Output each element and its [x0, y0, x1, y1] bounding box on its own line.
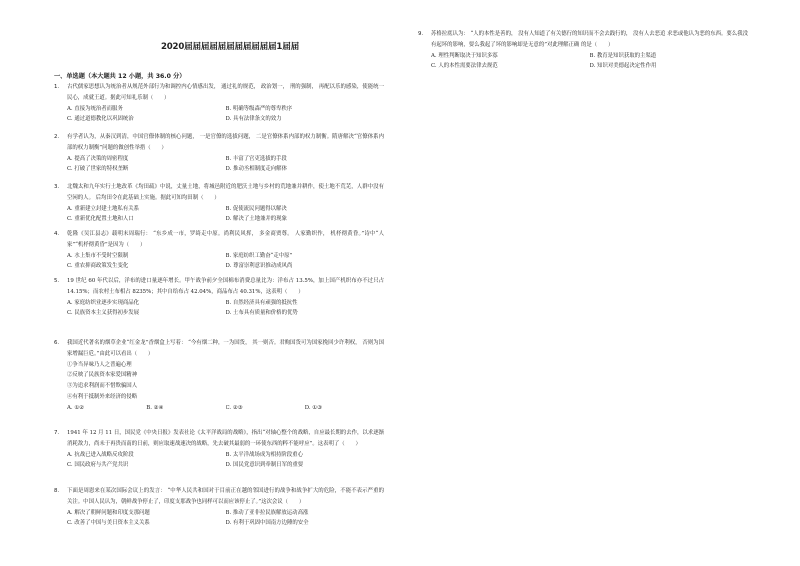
- section-heading: 一、单选题（本大题共 12 小题，共 36.0 分）: [54, 73, 186, 80]
- question-number: 5.: [54, 278, 60, 284]
- question-9: [418, 29, 748, 72]
- question-number: 6.: [54, 340, 60, 346]
- option-c[interactable]: C. ②③: [225, 404, 243, 411]
- option-a[interactable]: A. 直接为统治者而服务: [67, 105, 123, 112]
- option-d[interactable]: D. 有利于巩固中国南方边陲的安全: [225, 520, 309, 527]
- option-c[interactable]: C. 重新优化配置土地和人口: [67, 216, 134, 223]
- question-6: [54, 338, 384, 414]
- option-d[interactable]: D. 推动丞相制度走向解体: [225, 166, 287, 173]
- question-number: 8.: [54, 488, 60, 494]
- option-a[interactable]: A. 抗战已进入战略反攻阶段: [67, 451, 134, 458]
- question-number: 1.: [54, 84, 60, 90]
- option-d[interactable]: D. 国民党意识到牵制日军的重要: [225, 462, 304, 469]
- document-title: 2020届届届届届届届届届届届1届届: [160, 42, 300, 52]
- option-b[interactable]: B. 教育是知识获取的主渠道: [589, 52, 657, 59]
- option-c[interactable]: C. 通过道德教化以巩固统治: [67, 116, 134, 123]
- question-stem: 苏格拉底认为： “人的本性是善的， 没有人知道了有关德行的知识而不会去践行的， 没有人去恶追 求恶或他认为恶的东西。要么我没有起坏的影响，要么我起了坏的影响却是无意的”对此理解正确 的是（ ）: [431, 31, 748, 48]
- option-a[interactable]: A. 水上集市不受时空限制: [67, 252, 129, 259]
- question-7: [54, 428, 384, 471]
- option-a[interactable]: A. 理性判断取决于知识多寡: [431, 52, 498, 59]
- option-b[interactable]: B. 促使流民问题得以解决: [225, 205, 287, 212]
- question-options: [54, 450, 384, 472]
- option-c[interactable]: C. 国民政府与共产党共识: [67, 462, 129, 469]
- statement-item: ①争当异味乃人之普遍心理: [67, 361, 132, 368]
- question-3: [54, 182, 384, 225]
- question-stem: 下面是周恩来在某次国际会议上的发言： “中华人民共和国对于目前正在越的邻国进行的战争和战争扩大的危险，不能不表示严重的关注。中国人民认为，朝鲜战争停止了，印度支那战争也同样可以而应该停止了。”这次会议（ ）: [67, 488, 384, 505]
- question-4: [54, 229, 384, 272]
- option-b[interactable]: B. 家庭纺织工勤奋“走中原”: [225, 252, 293, 259]
- question-number: 2.: [54, 134, 60, 140]
- question-options: [54, 403, 384, 414]
- question-options: [418, 51, 748, 73]
- option-a[interactable]: A. 提高了决策的周密程度: [67, 155, 129, 162]
- option-d[interactable]: D. 解决了土地兼并的现象: [225, 216, 287, 223]
- option-a[interactable]: A. 解决了朝鲜问题和印度支那问题: [67, 509, 150, 516]
- question-2: [54, 132, 384, 175]
- question-number: 9.: [418, 31, 424, 37]
- question-stem: 乾隆《吴江县志》载明末周瑞行： “东乡成一市，罗绮走中原。尚利民风挥， 多金商贾尊。 人家勤织作， 机杼彻黄昏。”诗中“人家”“机杼彻黄昏”是因为（ ）: [67, 231, 384, 248]
- question-options: [54, 298, 384, 320]
- question-stem: 1941 年 12 月 11 日，国民党《中央日报》发表社论《太平洋战局的战略》，指出“对轴心整个的战略，自应最长期的去作，以求逐渐消耗敌力，尚未于再贵而南的日前，则应取速战速决的战略，先去破其最弱的一环使东西的粹不能呼应”。这表明了（ ）: [67, 430, 384, 447]
- option-c[interactable]: C. 人的本性需要法律去规范: [431, 63, 498, 70]
- statement-list: [54, 360, 384, 403]
- question-stem: 19 世纪 60 年代以后，洋布的进口量逐年增长。甲午战争前夕全国棉布消费总量比为：洋布占 13.5%，加上国产机织布亦不过只占 14.15%；而农村土布相占 8235%；其中自给布占 42.04%，商品布占 40.31%，这表明（ ）: [67, 278, 384, 295]
- question-options: [54, 251, 384, 273]
- question-stem: 北魏太和九年实行土地改革《均田疏》中说，丈量土地，将城邑附近的肥沃土地与乡村的荒地兼并耕作，使土地不荒芜，人群中没有空闲的人。 后均田令在此基础上实施。据此可知均田制（ ）: [67, 184, 384, 201]
- option-d[interactable]: D. 土布具有质量和价格的优势: [225, 310, 298, 317]
- option-c[interactable]: C. 民族资本主义获得初步发展: [67, 310, 140, 317]
- question-stem: 我国近代著名的烟草企业“红金龙”香烟盒上写着： “今有烟二种，一为国货， 其一则否。君购国货可为国家挽回少许利权， 否则为国家增漏巨卮。”由此可以看出（ ）: [67, 340, 384, 357]
- question-number: 4.: [54, 231, 60, 237]
- option-d[interactable]: D. 具有法律条文的效力: [225, 116, 282, 123]
- statement-item: ②反映了民族资本家爱国精神: [67, 372, 138, 379]
- question-options: [54, 154, 384, 176]
- option-b[interactable]: B. 自然经济具有顽强的抵抗性: [225, 299, 298, 306]
- question-stem: 古代儒家思想认为统治者从规范外部行为和调控内心情感出发， 通过礼的规范， 政治划一， 刑的强制， 再配以乐的感染，使能统一民心，成就王道。据此可知礼乐制（ ）: [67, 84, 384, 101]
- option-b[interactable]: B. ②④: [146, 404, 164, 411]
- option-a[interactable]: A. ①②: [67, 404, 84, 411]
- option-a[interactable]: A. 家庭纺织业逐步实现商品化: [67, 299, 140, 306]
- statement-item: ④有利于抵制外来经济的侵略: [67, 393, 138, 400]
- option-c[interactable]: C. 打破了世家的特权垄断: [67, 166, 129, 173]
- option-a[interactable]: A. 重新建立封建土地私有关系: [67, 205, 140, 212]
- question-8: [54, 486, 384, 529]
- question-options: [54, 508, 384, 530]
- question-options: [54, 204, 384, 226]
- question-stem: 有学者认为，从秦汉到清，中国官僚体制的核心问题， 一是官僚的选拔问题， 二是官僚体系内部的权力制衡。隋唐解决“官僚体系内部的权力制衡”问题的做创性举措（ ）: [67, 134, 384, 151]
- option-b[interactable]: B. 推动了亚非拉民族解放运动高涨: [225, 509, 309, 516]
- question-number: 7.: [54, 430, 60, 436]
- question-5: [54, 276, 384, 319]
- question-options: [54, 104, 384, 126]
- option-b[interactable]: B. 明确等级森严的尊卑秩序: [225, 105, 293, 112]
- option-d[interactable]: D. 知识对美德起决定性作用: [589, 63, 657, 70]
- option-c[interactable]: C. 重农抑商政策发生变化: [67, 263, 129, 270]
- option-b[interactable]: B. 丰富了官吏选拔的手段: [225, 155, 287, 162]
- option-b[interactable]: B. 太平洋战场成为相持阶段重心: [225, 451, 303, 458]
- question-1: [54, 82, 384, 125]
- option-d[interactable]: D. ①③: [304, 404, 322, 411]
- statement-item: ③为追求利润而不惜欺骗国人: [67, 383, 138, 390]
- option-c[interactable]: C. 改善了中国与美日资本主义关系: [67, 520, 150, 527]
- option-d[interactable]: D. 尊富崇利意识推动成风尚: [225, 263, 293, 270]
- question-number: 3.: [54, 184, 60, 190]
